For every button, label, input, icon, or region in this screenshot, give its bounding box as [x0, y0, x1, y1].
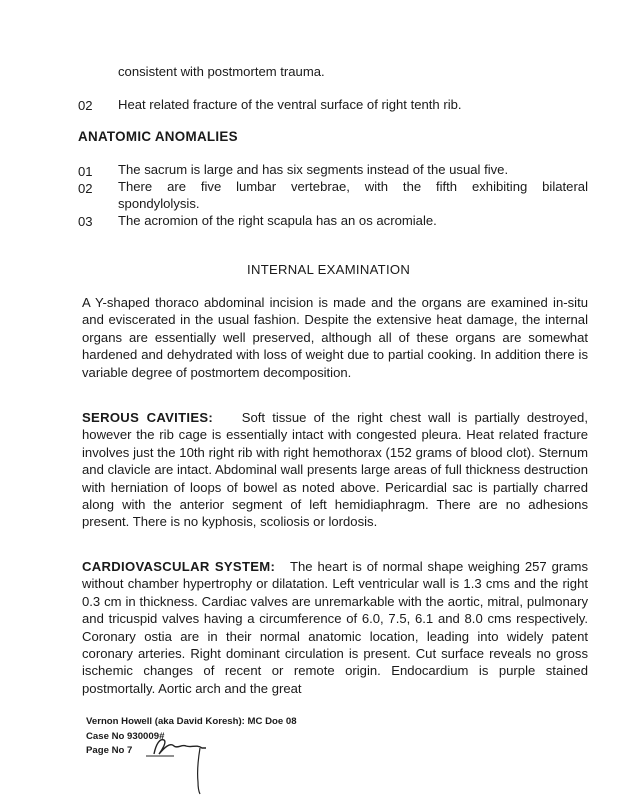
anomaly-3-text: The acromion of the right scapula has an os acromiale.	[118, 213, 437, 228]
footer-case-title: Vernon Howell (aka David Koresh): MC Doe 08	[86, 716, 297, 727]
fracture-item-number: 02	[78, 98, 93, 113]
internal-examination-heading: INTERNAL EXAMINATION	[247, 262, 411, 277]
cardiovascular-heading: CARDIOVASCULAR SYSTEM:	[82, 559, 276, 574]
continuation-text: consistent with postmortem trauma.	[118, 64, 325, 79]
anatomic-anomalies-heading: ANATOMIC ANOMALIES	[78, 129, 238, 144]
fracture-item-text: Heat related fracture of the ventral surface of right tenth rib.	[118, 97, 462, 112]
serous-cavities-text: Soft tissue of the right chest wall is partially destroyed, however the rib cage is essentially intact with congested pleura. Heat related fracture involves just the 10th right rib with right hemothorax (152 grams of blood clot). Sternum and clavicle are intact. Abdominal wall presents large areas of full thickness destruction with herniation of loops of bowel as noted above. Pericardial sac is partially charred along with the anterior segment of left hemidiaphragm. There are no adhesions present. There is no kyphosis, scoliosis or lordosis.	[82, 410, 588, 530]
handwritten-initials-signature	[144, 734, 214, 796]
anomaly-3-number: 03	[78, 214, 93, 229]
anomaly-2-text: There are five lumbar vertebrae, with the fifth exhibiting bilateral	[118, 179, 588, 194]
anomaly-1-number: 01	[78, 164, 93, 179]
cardiovascular-paragraph	[82, 558, 588, 697]
footer-case-number: Case No 930009#	[86, 731, 165, 742]
anomaly-1-text: The sacrum is large and has six segments instead of the usual five.	[118, 162, 509, 177]
anomaly-2-number: 02	[78, 181, 93, 196]
serous-cavities-heading: SEROUS CAVITIES:	[82, 410, 214, 425]
serous-cavities-paragraph	[82, 409, 588, 531]
cardiovascular-text: The heart is of normal shape weighing 257 grams without chamber hypertrophy or dilatation. Left ventricular wall is 1.3 cms and the right 0.3 cm in thickness. Cardiac valves are unremarkable with the aortic, mitral, pulmonary and tricuspid valves having a circumference of 6.0, 7.5, 6.1 and 8.0 cms respectively. Coronary ostia are in their normal anatomic location, leading into widely patent coronary arteries. Right dominant circulation is present. Cut surface reveals no gross ischemic changes of recent or remote origin. Endocardium is purple stained postmortally. Aortic arch and the great	[82, 559, 588, 696]
anomaly-2-text-continued: spondylolysis.	[118, 196, 200, 211]
footer-page-number: Page No 7	[86, 745, 133, 756]
internal-examination-paragraph: A Y-shaped thoraco abdominal incision is made and the organs are examined in-situ and eviscerated in the usual fashion. Despite the extensive heat damage, the internal organs are essentially well preserved, although all of these organs are somewhat hardened and dehydrated with loss of weight due to partial cooking. In addition there is variable degree of postmortem decomposition.	[82, 295, 588, 380]
